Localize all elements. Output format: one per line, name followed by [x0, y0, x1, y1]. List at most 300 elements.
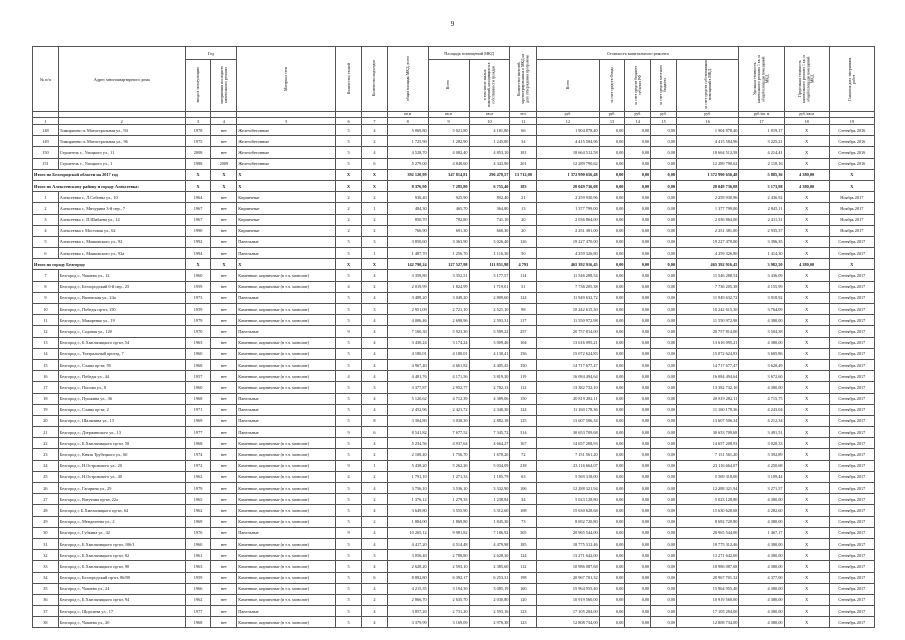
- table-cell: 0,00: [625, 337, 651, 348]
- table-cell: 2: [33, 203, 59, 214]
- table-cell: 1 884,00: [387, 516, 428, 527]
- table-cell: 72: [510, 449, 537, 460]
- table-cell: 27: [33, 494, 59, 505]
- table-cell: 23 116 664,07: [537, 460, 599, 471]
- table-cell: 4 479,98: [469, 538, 510, 549]
- table-cell: нет: [211, 460, 237, 471]
- table-cell: 2 036 864,00: [677, 214, 739, 225]
- address-cell: Белгород г., Б.Хмельницкого пр-кт, 58: [58, 438, 185, 449]
- table-cell: 1 869,80: [428, 516, 469, 527]
- table-cell: Сентябрь 2017: [829, 460, 874, 471]
- table-cell: X: [784, 315, 829, 326]
- table-cell: Ноябрь 2017: [829, 192, 874, 203]
- table-cell: 1994: [185, 248, 211, 259]
- table-cell: 660,30: [469, 225, 510, 236]
- table-cell: Сентябрь 2017: [829, 292, 874, 303]
- table-body: [33, 125, 875, 628]
- table-cell: 2: [362, 449, 388, 460]
- table-cell: 0,00: [625, 460, 651, 471]
- table-cell: 123: [510, 606, 537, 617]
- table-row: [33, 236, 875, 247]
- table-cell: X: [784, 583, 829, 594]
- table-cell: 3 396,35: [739, 236, 784, 247]
- table-cell: 160: [510, 583, 537, 594]
- table-cell: 0,00: [651, 348, 677, 359]
- col-cost-group: Стоимость капитального ремонта: [537, 47, 739, 60]
- address-cell: Белгород г., Чапаева ул., 20: [58, 617, 185, 628]
- table-cell: 20 965 544,00: [537, 527, 599, 538]
- table-cell: 0,00: [599, 427, 625, 438]
- table-cell: Кирпичные: [237, 214, 336, 225]
- column-numbers-row: [33, 118, 875, 125]
- table-cell: 4: [33, 225, 59, 236]
- table-cell: 0,00: [599, 471, 625, 482]
- table-cell: нет: [211, 192, 237, 203]
- table-cell: 3 056,40: [387, 550, 428, 561]
- table-row: [33, 393, 875, 404]
- table-cell: 3 436,09: [739, 270, 784, 281]
- table-cell: нет: [211, 483, 237, 494]
- table-cell: 4 380,00: [739, 606, 784, 617]
- table-cell: 0,00: [625, 304, 651, 315]
- table-cell: Сентябрь 2017: [829, 572, 874, 583]
- table-row: [33, 326, 875, 337]
- table-cell: 4 282,60: [739, 505, 784, 516]
- table-cell: нет: [211, 136, 237, 147]
- table-cell: 1992: [185, 236, 211, 247]
- table-cell: 1988: [185, 158, 211, 169]
- table-cell: X: [784, 270, 829, 281]
- table-cell: 3 026,40: [469, 236, 510, 247]
- table-cell: 3 536,10: [428, 483, 469, 494]
- table-cell: 0,00: [625, 427, 651, 438]
- table-cell: 2 411,31: [739, 214, 784, 225]
- address-cell: Белгород г. Б.Хмельницкого пр-кт, 64: [58, 505, 185, 516]
- table-cell: 4 082,40: [428, 147, 469, 158]
- table-cell: 4 664,27: [469, 438, 510, 449]
- table-cell: 3 085,19: [469, 583, 510, 594]
- table-cell: 1 256,70: [428, 248, 469, 259]
- table-cell: 19 227 470,00: [537, 236, 599, 247]
- table-cell: 34: [33, 572, 59, 583]
- table-cell: Каменные, кирпичные (в т.ч. монолит): [237, 304, 336, 315]
- address-cell: Белгород г., Щорсаева ул., 17: [58, 606, 185, 617]
- table-cell: 0,00: [651, 225, 677, 236]
- table-cell: 12 289 790,62: [537, 158, 599, 169]
- table-cell: 73: [510, 516, 537, 527]
- column-number-cell: 12: [537, 118, 599, 125]
- table-cell: 0,00: [625, 315, 651, 326]
- table-cell: 26: [33, 483, 59, 494]
- summary-cell: 28 049 736,08: [537, 180, 599, 191]
- table-cell: X: [784, 225, 829, 236]
- table-cell: 0,00: [625, 225, 651, 236]
- table-cell: 0,00: [625, 527, 651, 538]
- table-cell: 20 965 544,00: [677, 527, 739, 538]
- table-cell: 1963: [185, 561, 211, 572]
- table-cell: X: [784, 460, 829, 471]
- table-cell: 4 380,00: [739, 337, 784, 348]
- table-cell: 4 180,01: [428, 348, 469, 359]
- table-cell: нет: [211, 505, 237, 516]
- table-cell: 5 021,80: [428, 125, 469, 136]
- table-cell: 10 265,12: [387, 527, 428, 538]
- column-number-cell: 8: [387, 118, 428, 125]
- table-cell: Ноябрь 2017: [829, 214, 874, 225]
- table-cell: нет: [211, 225, 237, 236]
- table-cell: нет: [211, 326, 237, 337]
- table-cell: 3 649,80: [387, 505, 428, 516]
- table-cell: 12 288 321,94: [537, 483, 599, 494]
- table-cell: Сентябрь 2017: [829, 617, 874, 628]
- table-cell: 1 756,70: [428, 449, 469, 460]
- table-cell: 5 569 318,00: [677, 471, 739, 482]
- table-cell: Сентябрь 2017: [829, 561, 874, 572]
- table-cell: 4 171,56: [428, 371, 469, 382]
- unit-cell: руб./кв.м: [784, 112, 829, 118]
- table-cell: 0,00: [625, 270, 651, 281]
- table-cell: 11 949 632,72: [677, 292, 739, 303]
- table-cell: 5: [336, 393, 362, 404]
- table-cell: нет: [211, 359, 237, 370]
- table-cell: 5: [336, 136, 362, 147]
- column-number-cell: 13: [599, 118, 625, 125]
- table-cell: 4 661,82: [428, 359, 469, 370]
- table-cell: 2: [362, 594, 388, 605]
- table-cell: 1962: [185, 594, 211, 605]
- table-cell: Сентябрь 2016: [829, 125, 874, 136]
- table-cell: X: [784, 236, 829, 247]
- summary-label: Итого по Белгородской области на 2017 год: [33, 169, 186, 180]
- summary-cell: 28 049 736,08: [677, 180, 739, 191]
- table-cell: 4 848,60: [428, 158, 469, 169]
- table-cell: X: [784, 606, 829, 617]
- table-cell: 24: [33, 460, 59, 471]
- table-cell: 0,00: [625, 147, 651, 158]
- col-max-cost: Предельная стоимость капитального ремонта 1 кв. м общей площади помещений МКД: [784, 47, 829, 112]
- table-cell: Панельные: [237, 606, 336, 617]
- table-row: [33, 460, 875, 471]
- table-cell: 3 352,51: [428, 270, 469, 281]
- table-cell: 1960: [185, 538, 211, 549]
- unit-cell: кв.м: [387, 112, 428, 118]
- table-cell: 0,00: [599, 270, 625, 281]
- col-area-residential: в том числе жилых помещений, находящихся в собственности граждан: [469, 60, 510, 112]
- table-cell: 15 964 955,40: [537, 583, 599, 594]
- table-cell: 1 185,79: [469, 471, 510, 482]
- table-row: [33, 494, 875, 505]
- table-cell: 2 698,96: [428, 315, 469, 326]
- table-cell: 0,00: [599, 594, 625, 605]
- table-cell: нет: [211, 415, 237, 426]
- table-cell: 1961: [185, 550, 211, 561]
- table-cell: 2 935,37: [739, 225, 784, 236]
- table-cell: 5 234,56: [387, 438, 428, 449]
- summary-cell: 111 851,98: [469, 259, 510, 270]
- table-cell: 0,00: [651, 359, 677, 370]
- table-row: [33, 192, 875, 203]
- table-cell: 1 467,17: [739, 527, 784, 538]
- table-cell: 10 919 560,00: [537, 594, 599, 605]
- table-cell: 3 377,87: [387, 382, 428, 393]
- column-number-cell: 14: [625, 118, 651, 125]
- table-cell: Сентябрь 2017: [829, 393, 874, 404]
- unit-cell: кв.м: [469, 112, 510, 118]
- table-cell: X: [784, 427, 829, 438]
- table-cell: 4 405,45: [469, 359, 510, 370]
- table-cell: 0,00: [599, 136, 625, 147]
- table-cell: 18 775 312,46: [677, 538, 739, 549]
- table-cell: 13 616 095,21: [537, 337, 599, 348]
- summary-cell: X: [829, 259, 874, 270]
- table-cell: 30: [33, 527, 59, 538]
- table-cell: Каменные, кирпичные (в т.ч. монолит): [237, 315, 336, 326]
- summary-cell: 3 982,50: [739, 259, 784, 270]
- table-cell: Каменные, кирпичные (в т.ч. монолит): [237, 270, 336, 281]
- table-cell: 0,00: [599, 382, 625, 393]
- table-cell: X: [784, 337, 829, 348]
- table-cell: 741,10: [469, 214, 510, 225]
- table-cell: 5: [336, 606, 362, 617]
- column-number-cell: 7: [362, 118, 388, 125]
- table-cell: 1965: [185, 494, 211, 505]
- table-cell: 0,00: [599, 538, 625, 549]
- table-cell: 0,00: [625, 449, 651, 460]
- table-cell: 104: [510, 337, 537, 348]
- table-cell: 5 069,80: [387, 125, 428, 136]
- table-cell: 7 677,52: [428, 427, 469, 438]
- table-row: [33, 147, 875, 158]
- table-row: [33, 158, 875, 169]
- table-cell: 0,00: [625, 136, 651, 147]
- table-cell: 0,00: [651, 214, 677, 225]
- table-cell: 1 245,80: [469, 136, 510, 147]
- table-cell: 3: [362, 382, 388, 393]
- table-cell: 1960: [185, 382, 211, 393]
- table-cell: Каменные, кирпичные (в т.ч. монолит): [237, 516, 336, 527]
- table-cell: нет: [211, 371, 237, 382]
- table-cell: 6 392,17: [428, 572, 469, 583]
- table-cell: 3 225,21: [739, 136, 784, 147]
- table-cell: 1968: [185, 359, 211, 370]
- table-cell: 0,00: [599, 617, 625, 628]
- table-row: [33, 404, 875, 415]
- address-cell: Белгород г., Н.Островского ул., 20: [58, 460, 185, 471]
- column-number-cell: 16: [677, 118, 739, 125]
- col-year-overhaul: завершения последнего капитального ремонта: [211, 60, 237, 112]
- table-cell: X: [784, 393, 829, 404]
- table-cell: 0,00: [651, 326, 677, 337]
- table-row: [33, 449, 875, 460]
- table-cell: 4 380,00: [739, 594, 784, 605]
- summary-cell: 0,00: [625, 180, 651, 191]
- table-cell: 0,00: [651, 471, 677, 482]
- summary-cell: 7 285,80: [428, 180, 469, 191]
- summary-cell: 4 793: [510, 259, 537, 270]
- address-cell: Алексеевка г., Маяковского ул., 92: [58, 236, 185, 247]
- table-cell: нет: [211, 248, 237, 259]
- table-cell: 2 259 930,96: [677, 192, 739, 203]
- table-cell: 2 951,09: [387, 304, 428, 315]
- col-num: № п/п: [33, 47, 59, 112]
- table-cell: Каменные, кирпичные (в т.ч. монолит): [237, 281, 336, 292]
- table-cell: 4: [362, 438, 388, 449]
- unit-cell: чел.: [510, 112, 537, 118]
- table-cell: нет: [211, 449, 237, 460]
- col-floors: Количество этажей: [336, 47, 362, 112]
- table-cell: 0,00: [651, 594, 677, 605]
- table-cell: X: [784, 382, 829, 393]
- table-cell: 0,00: [651, 449, 677, 460]
- table-cell: 112: [510, 382, 537, 393]
- table-cell: нет: [211, 393, 237, 404]
- table-cell: 0,00: [651, 561, 677, 572]
- table-cell: 14 657 208,93: [537, 438, 599, 449]
- table-cell: 34: [510, 136, 537, 147]
- table-cell: 7 160,30: [387, 326, 428, 337]
- table-cell: 0,00: [599, 225, 625, 236]
- address-cell: Белгород г., Губкина ул., 42: [58, 527, 185, 538]
- table-cell: 5: [336, 359, 362, 370]
- table-cell: 4: [362, 270, 388, 281]
- table-cell: Сентябрь 2017: [829, 382, 874, 393]
- table-cell: нет: [211, 214, 237, 225]
- summary-cell: X: [211, 180, 237, 191]
- table-cell: Каменные, кирпичные (в т.ч. монолит): [237, 483, 336, 494]
- col-residents: Количество жителей, зарегистрированных в МКД на дату утверждения программы: [510, 47, 537, 112]
- table-cell: 124: [510, 550, 537, 561]
- table-cell: 13 616 095,21: [677, 337, 739, 348]
- table-cell: 0,00: [651, 147, 677, 158]
- table-cell: 0,00: [625, 561, 651, 572]
- table-cell: 1962: [185, 471, 211, 482]
- table-cell: 1957: [185, 371, 211, 382]
- table-row: [33, 125, 875, 136]
- table-cell: 1978: [185, 125, 211, 136]
- table-cell: Каменные, кирпичные (в т.ч. монолит): [237, 449, 336, 460]
- unit-cell: руб.: [625, 112, 651, 118]
- table-cell: нет: [211, 292, 237, 303]
- table-cell: 11 550 972,98: [537, 315, 599, 326]
- table-cell: 106: [510, 483, 537, 494]
- table-cell: 5 923,30: [428, 326, 469, 337]
- table-cell: 11 546 288,54: [537, 270, 599, 281]
- summary-label: Итого по Алексеевскому району и городу Алексеевка:: [33, 180, 186, 191]
- table-row: [33, 527, 875, 538]
- table-cell: 0,00: [599, 393, 625, 404]
- table-cell: 4: [362, 505, 388, 516]
- table-cell: 3 020,33: [739, 438, 784, 449]
- table-cell: 0,00: [599, 371, 625, 382]
- table-cell: 0,00: [651, 617, 677, 628]
- table-cell: 10 986 087,68: [677, 561, 739, 572]
- table-cell: 2 635,70: [428, 594, 469, 605]
- table-cell: X: [784, 214, 829, 225]
- table-cell: 4 250,68: [739, 460, 784, 471]
- table-cell: 3 049,20: [428, 292, 469, 303]
- table-cell: Сентябрь 2016: [829, 147, 874, 158]
- table-cell: X: [784, 494, 829, 505]
- table-cell: Каменные, кирпичные (в т.ч. монолит): [237, 371, 336, 382]
- summary-cell: 6 755,40: [469, 180, 510, 191]
- table-cell: Сентябрь 2017: [829, 415, 874, 426]
- table-cell: 51: [510, 281, 537, 292]
- table-cell: 4 380,00: [739, 538, 784, 549]
- address-cell: Белгород г., Б.Хмельницкого пр-кт, 94: [58, 594, 185, 605]
- table-cell: 2 721,10: [428, 304, 469, 315]
- table-cell: 0,00: [625, 415, 651, 426]
- table-cell: Каменные, кирпичные (в т.ч. монолит): [237, 438, 336, 449]
- table-cell: 7 186,92: [469, 527, 510, 538]
- table-cell: 1 271,33: [428, 471, 469, 482]
- table-cell: 2: [362, 225, 388, 236]
- table-cell: 25: [33, 471, 59, 482]
- table-cell: 3 430,24: [387, 337, 428, 348]
- table-cell: 1968: [185, 393, 211, 404]
- table-cell: 0,00: [599, 359, 625, 370]
- table-cell: 364,80: [469, 203, 510, 214]
- table-cell: 15 630 628,68: [677, 505, 739, 516]
- summary-cell: X: [362, 180, 388, 191]
- table-cell: 484,30: [387, 203, 428, 214]
- table-cell: 1963: [185, 337, 211, 348]
- table-cell: 0,00: [625, 606, 651, 617]
- table-cell: 0,00: [625, 538, 651, 549]
- summary-cell: 0,00: [651, 169, 677, 180]
- table-cell: 0,00: [625, 292, 651, 303]
- table-cell: 33: [33, 561, 59, 572]
- table-cell: 9: [336, 326, 362, 337]
- table-cell: 5: [336, 505, 362, 516]
- table-cell: 3 850,60: [387, 236, 428, 247]
- summary-cell: 347 814,81: [428, 169, 469, 180]
- col-cost-local: за счет средств местного бюджета: [651, 60, 677, 112]
- table-cell: 17: [33, 382, 59, 393]
- table-cell: Сентябрь 2017: [829, 270, 874, 281]
- summary-cell: 13 712,00: [510, 169, 537, 180]
- table-cell: 30 653 709,68: [537, 427, 599, 438]
- table-cell: 5: [336, 594, 362, 605]
- table-cell: 782,80: [428, 214, 469, 225]
- column-number-cell: 19: [829, 118, 874, 125]
- table-cell: 2 259 930,96: [537, 192, 599, 203]
- table-cell: 305: [510, 527, 537, 538]
- table-cell: 8 692 720,80: [537, 516, 599, 527]
- table-cell: 20 757 814,00: [537, 326, 599, 337]
- table-cell: 7 345,72: [469, 427, 510, 438]
- address-cell: Белгород г., Гагарина ул., 29: [58, 483, 185, 494]
- table-cell: 925,90: [428, 192, 469, 203]
- table-row: [33, 371, 875, 382]
- table-cell: Сентябрь 2017: [829, 505, 874, 516]
- col-cost-total: Всего: [537, 60, 599, 112]
- address-cell: Тимирязево п. Магистральная ул., 94: [58, 125, 185, 136]
- table-cell: 4 380,00: [739, 550, 784, 561]
- overhaul-program-table: [32, 46, 875, 628]
- table-cell: 4 180,01: [387, 348, 428, 359]
- table-cell: 0,00: [651, 583, 677, 594]
- table-cell: 1974: [185, 449, 211, 460]
- summary-cell: 3 173,98: [739, 180, 784, 191]
- table-cell: 0,00: [625, 382, 651, 393]
- table-cell: 150: [510, 359, 537, 370]
- table-row: [33, 203, 875, 214]
- address-cell: Белгород г., Чапаева ул., 24: [58, 583, 185, 594]
- table-cell: 0,00: [625, 158, 651, 169]
- table-cell: нет: [211, 203, 237, 214]
- table-cell: 5: [336, 572, 362, 583]
- table-cell: 4: [362, 393, 388, 404]
